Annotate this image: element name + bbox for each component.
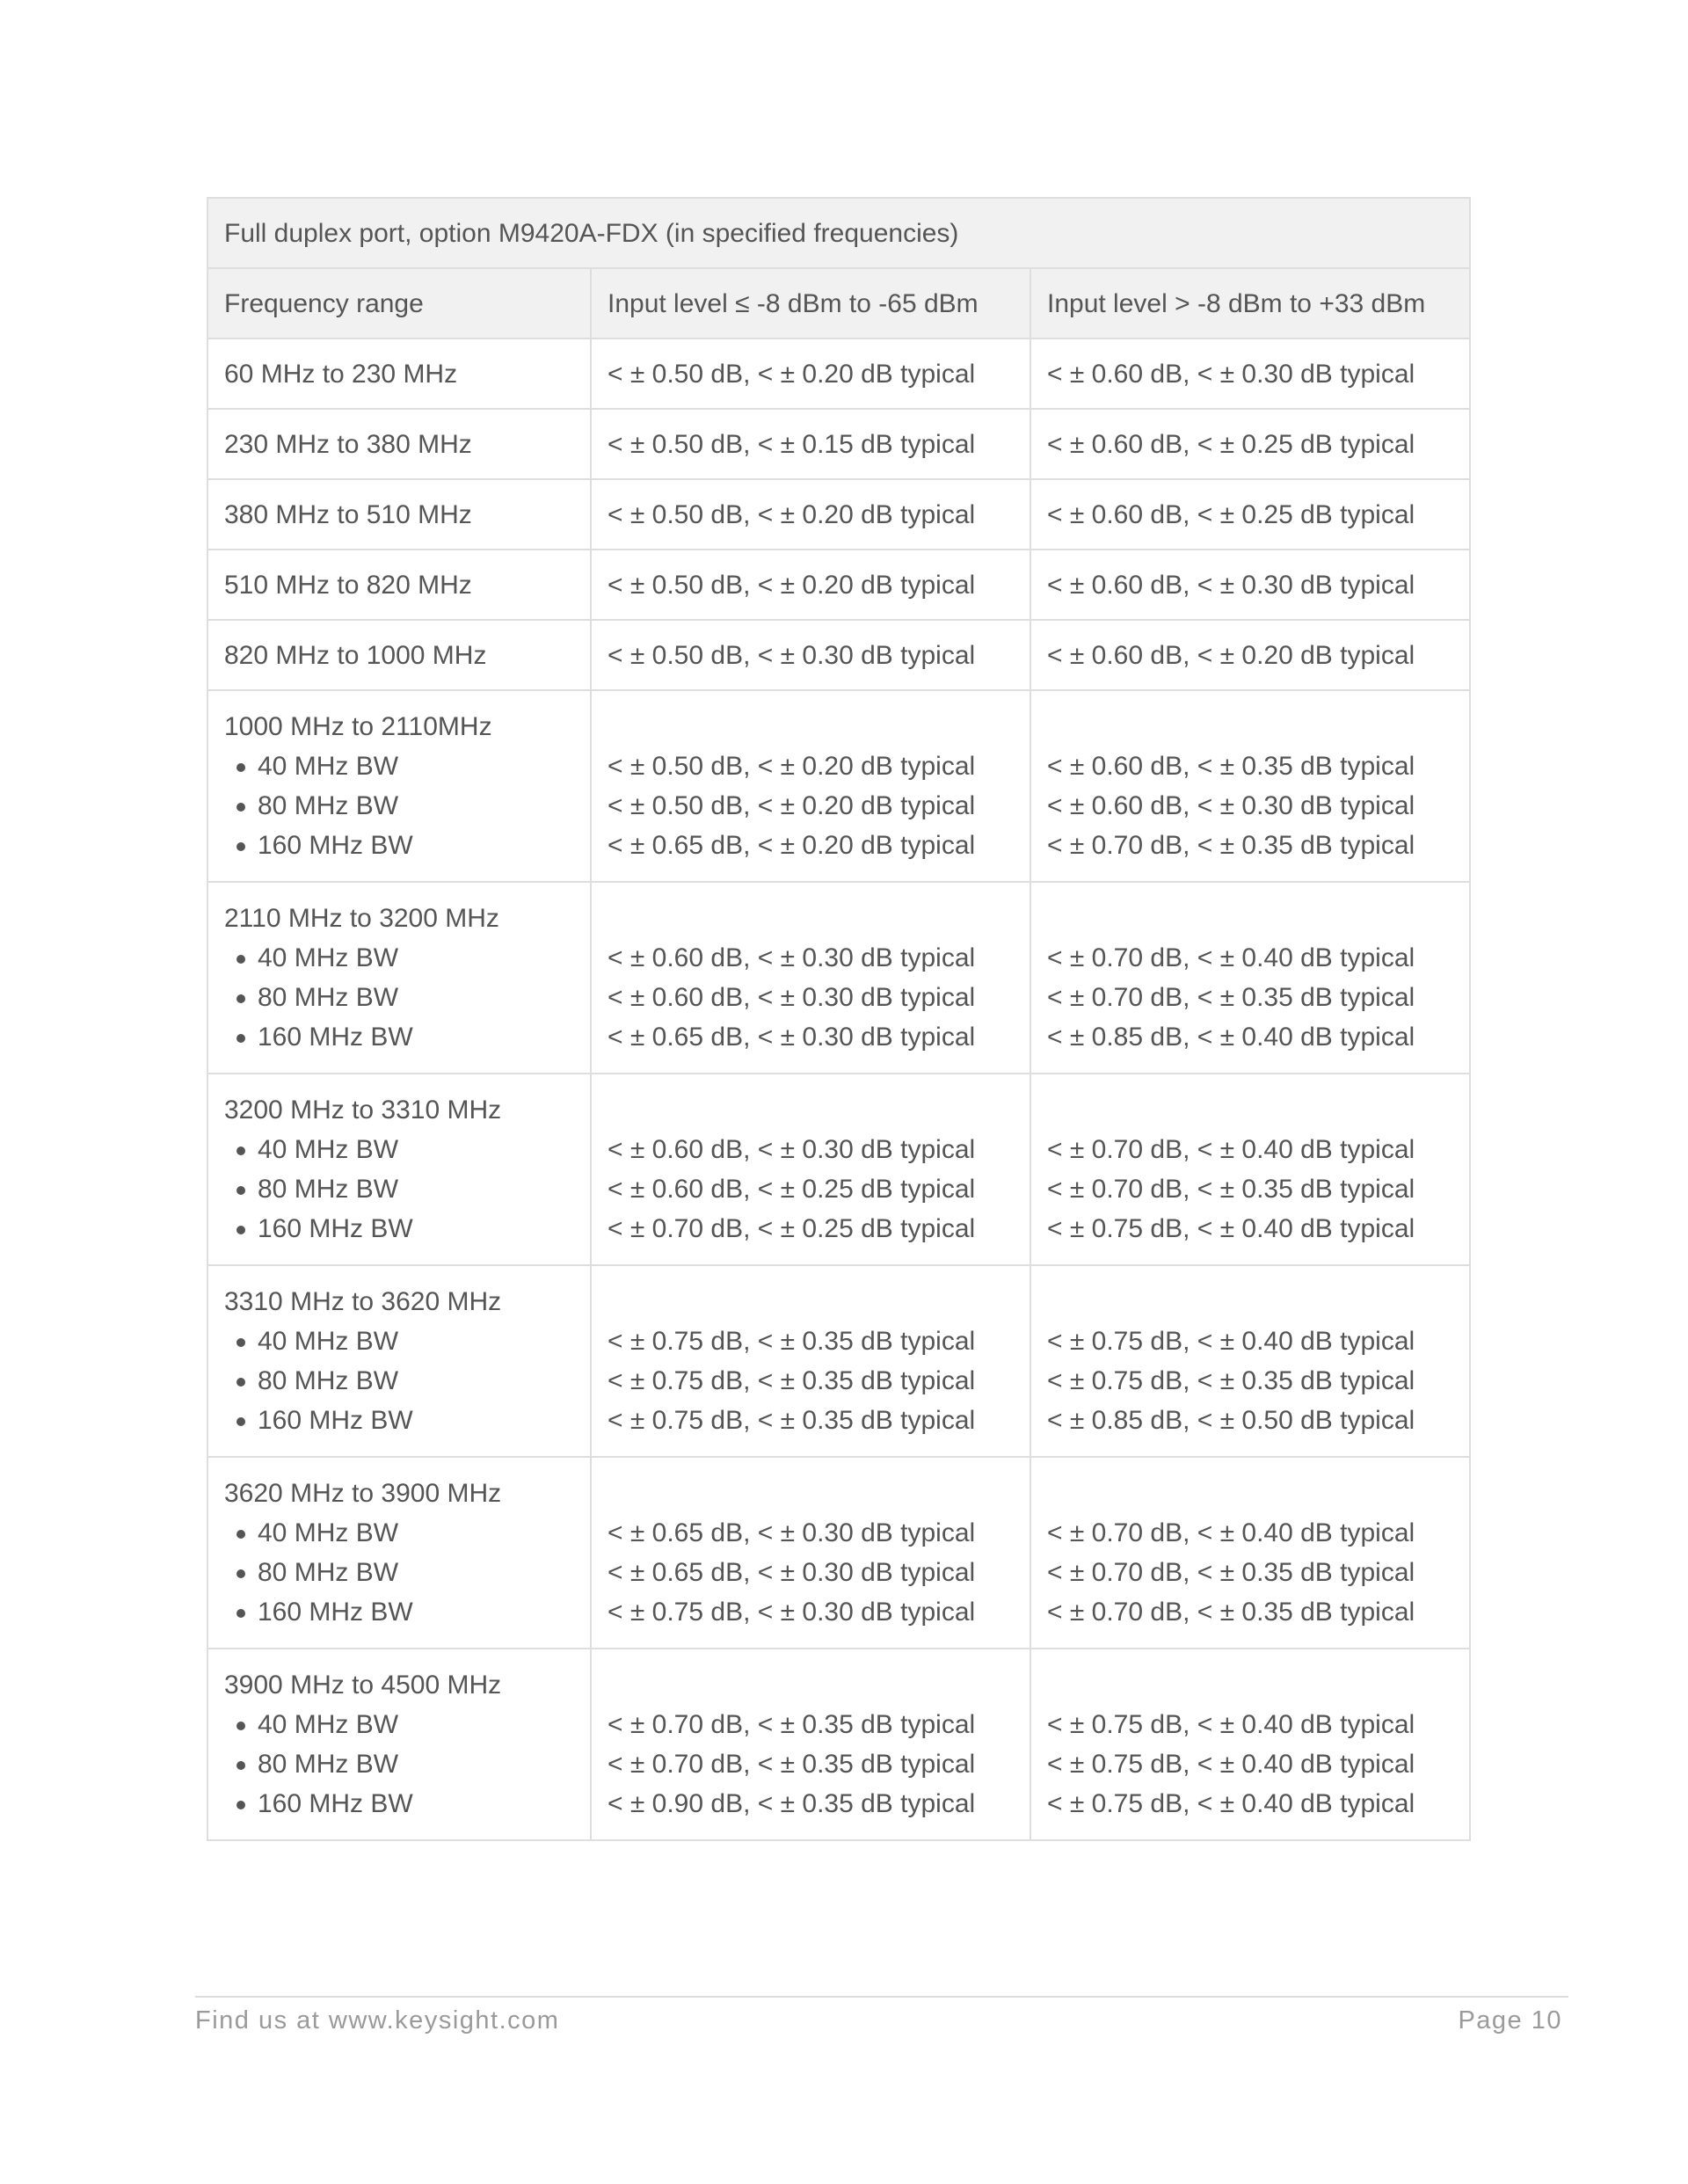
frequency-range-label: 3310 MHz to 3620 MHz xyxy=(224,1287,502,1316)
low-input-accuracy-cell: < ± 0.50 dB, < ± 0.20 dB typical xyxy=(591,550,1030,620)
accuracy-value: < ± 0.85 dB, < ± 0.50 dB typical xyxy=(1047,1406,1415,1435)
bandwidth-item: 80 MHz BW xyxy=(224,1553,574,1592)
accuracy-value: < ± 0.75 dB, < ± 0.40 dB typical xyxy=(1047,1710,1415,1739)
accuracy-value: < ± 0.50 dB, < ± 0.20 dB typical xyxy=(608,752,976,781)
accuracy-value: < ± 0.70 dB, < ± 0.35 dB typical xyxy=(608,1710,976,1739)
accuracy-value: < ± 0.60 dB, < ± 0.30 dB typical xyxy=(608,1135,976,1164)
low-input-accuracy-cell xyxy=(591,882,1030,1074)
accuracy-value: < ± 0.60 dB, < ± 0.35 dB typical xyxy=(1047,752,1415,781)
frequency-range-label: 1000 MHz to 2110MHz xyxy=(224,712,492,741)
bandwidth-item: 80 MHz BW xyxy=(224,1744,574,1784)
bandwidth-list xyxy=(224,746,574,865)
accuracy-value: < ± 0.75 dB, < ± 0.35 dB typical xyxy=(1047,1366,1415,1395)
bandwidth-item: 40 MHz BW xyxy=(224,938,574,978)
accuracy-value: < ± 0.60 dB, < ± 0.30 dB typical xyxy=(1047,791,1415,820)
accuracy-value: < ± 0.75 dB, < ± 0.40 dB typical xyxy=(1047,1214,1415,1243)
low-input-accuracy-cell: < ± 0.50 dB, < ± 0.20 dB typical xyxy=(591,339,1030,409)
bandwidth-item: 160 MHz BW xyxy=(224,1401,574,1440)
bandwidth-item: 80 MHz BW xyxy=(224,786,574,826)
accuracy-value: < ± 0.70 dB, < ± 0.40 dB typical xyxy=(1047,1518,1415,1547)
low-input-accuracy-cell xyxy=(591,1265,1030,1457)
accuracy-value: < ± 0.65 dB, < ± 0.30 dB typical xyxy=(608,1518,976,1547)
high-input-accuracy-cell xyxy=(1030,882,1470,1074)
accuracy-value: < ± 0.60 dB, < ± 0.25 dB typical xyxy=(608,1175,976,1204)
accuracy-value: < ± 0.70 dB, < ± 0.25 dB typical xyxy=(608,1214,976,1243)
table-title: Full duplex port, option M9420A-FDX (in specified frequencies) xyxy=(207,198,1470,268)
table-title-row xyxy=(207,198,1470,268)
table-row xyxy=(207,620,1470,690)
accuracy-value: < ± 0.75 dB, < ± 0.30 dB typical xyxy=(608,1598,976,1627)
frequency-range-cell xyxy=(207,1649,591,1840)
accuracy-value: < ± 0.70 dB, < ± 0.40 dB typical xyxy=(1047,1135,1415,1164)
bandwidth-item: 80 MHz BW xyxy=(224,1169,574,1209)
bandwidth-item: 40 MHz BW xyxy=(224,746,574,786)
frequency-range-cell: 510 MHz to 820 MHz xyxy=(207,550,591,620)
header-input-level-low: Input level ≤ -8 dBm to -65 dBm xyxy=(591,268,1030,339)
footer-website: Find us at www.keysight.com xyxy=(195,2006,560,2035)
bandwidth-item: 40 MHz BW xyxy=(224,1705,574,1744)
accuracy-value: < ± 0.75 dB, < ± 0.40 dB typical xyxy=(1047,1750,1415,1779)
accuracy-value: < ± 0.65 dB, < ± 0.20 dB typical xyxy=(608,831,976,860)
table-row xyxy=(207,339,1470,409)
frequency-range-label: 3200 MHz to 3310 MHz xyxy=(224,1096,502,1125)
low-input-accuracy-cell: < ± 0.50 dB, < ± 0.30 dB typical xyxy=(591,620,1030,690)
accuracy-value: < ± 0.70 dB, < ± 0.35 dB typical xyxy=(1047,1598,1415,1627)
table-row xyxy=(207,1649,1470,1840)
accuracy-value: < ± 0.65 dB, < ± 0.30 dB typical xyxy=(608,1558,976,1587)
high-input-accuracy-cell: < ± 0.60 dB, < ± 0.30 dB typical xyxy=(1030,550,1470,620)
table-row xyxy=(207,479,1470,550)
frequency-range-cell: 380 MHz to 510 MHz xyxy=(207,479,591,550)
low-input-accuracy-cell xyxy=(591,1457,1030,1649)
high-input-accuracy-cell xyxy=(1030,1074,1470,1265)
low-input-accuracy-cell xyxy=(591,690,1030,882)
frequency-range-label: 2110 MHz to 3200 MHz xyxy=(224,904,499,933)
high-input-accuracy-cell: < ± 0.60 dB, < ± 0.30 dB typical xyxy=(1030,339,1470,409)
accuracy-value: < ± 0.75 dB, < ± 0.40 dB typical xyxy=(1047,1789,1415,1818)
table-row xyxy=(207,409,1470,479)
high-input-accuracy-cell: < ± 0.60 dB, < ± 0.20 dB typical xyxy=(1030,620,1470,690)
table-row xyxy=(207,882,1470,1074)
footer-divider xyxy=(195,1996,1568,1998)
frequency-range-cell xyxy=(207,1457,591,1649)
frequency-range-cell xyxy=(207,882,591,1074)
table-row xyxy=(207,550,1470,620)
accuracy-value: < ± 0.75 dB, < ± 0.40 dB typical xyxy=(1047,1327,1415,1356)
bandwidth-item: 40 MHz BW xyxy=(224,1513,574,1553)
accuracy-value: < ± 0.70 dB, < ± 0.35 dB typical xyxy=(1047,1175,1415,1204)
bandwidth-list xyxy=(224,1513,574,1632)
spec-table xyxy=(207,197,1471,1841)
bandwidth-item: 80 MHz BW xyxy=(224,1361,574,1401)
accuracy-value: < ± 0.75 dB, < ± 0.35 dB typical xyxy=(608,1366,976,1395)
bandwidth-item: 40 MHz BW xyxy=(224,1321,574,1361)
table-header-row xyxy=(207,268,1470,339)
header-input-level-high: Input level > -8 dBm to +33 dBm xyxy=(1030,268,1470,339)
accuracy-value: < ± 0.90 dB, < ± 0.35 dB typical xyxy=(608,1789,976,1818)
accuracy-value: < ± 0.70 dB, < ± 0.35 dB typical xyxy=(1047,1558,1415,1587)
low-input-accuracy-cell xyxy=(591,1074,1030,1265)
accuracy-value: < ± 0.60 dB, < ± 0.30 dB typical xyxy=(608,943,976,972)
accuracy-value: < ± 0.50 dB, < ± 0.20 dB typical xyxy=(608,791,976,820)
bandwidth-item: 160 MHz BW xyxy=(224,1592,574,1632)
accuracy-value: < ± 0.70 dB, < ± 0.35 dB typical xyxy=(608,1750,976,1779)
footer-page-number: Page 10 xyxy=(1458,2006,1562,2035)
frequency-range-cell: 230 MHz to 380 MHz xyxy=(207,409,591,479)
accuracy-value: < ± 0.75 dB, < ± 0.35 dB typical xyxy=(608,1406,976,1435)
low-input-accuracy-cell: < ± 0.50 dB, < ± 0.20 dB typical xyxy=(591,479,1030,550)
high-input-accuracy-cell xyxy=(1030,1457,1470,1649)
bandwidth-item: 160 MHz BW xyxy=(224,1017,574,1057)
header-frequency-range: Frequency range xyxy=(207,268,591,339)
frequency-range-cell: 820 MHz to 1000 MHz xyxy=(207,620,591,690)
frequency-range-cell xyxy=(207,690,591,882)
bandwidth-item: 40 MHz BW xyxy=(224,1130,574,1169)
table-row xyxy=(207,1074,1470,1265)
frequency-range-cell: 60 MHz to 230 MHz xyxy=(207,339,591,409)
accuracy-value: < ± 0.70 dB, < ± 0.35 dB typical xyxy=(1047,983,1415,1012)
bandwidth-list xyxy=(224,1321,574,1440)
high-input-accuracy-cell xyxy=(1030,1265,1470,1457)
accuracy-value: < ± 0.70 dB, < ± 0.40 dB typical xyxy=(1047,943,1415,972)
frequency-range-label: 3900 MHz to 4500 MHz xyxy=(224,1671,502,1700)
bandwidth-list xyxy=(224,1130,574,1249)
accuracy-value: < ± 0.65 dB, < ± 0.30 dB typical xyxy=(608,1023,976,1052)
bandwidth-item: 160 MHz BW xyxy=(224,826,574,865)
low-input-accuracy-cell: < ± 0.50 dB, < ± 0.15 dB typical xyxy=(591,409,1030,479)
table-row xyxy=(207,690,1470,882)
accuracy-value: < ± 0.70 dB, < ± 0.35 dB typical xyxy=(1047,831,1415,860)
table-row xyxy=(207,1265,1470,1457)
high-input-accuracy-cell: < ± 0.60 dB, < ± 0.25 dB typical xyxy=(1030,479,1470,550)
accuracy-value: < ± 0.60 dB, < ± 0.30 dB typical xyxy=(608,983,976,1012)
bandwidth-list xyxy=(224,938,574,1057)
frequency-range-label: 3620 MHz to 3900 MHz xyxy=(224,1479,502,1508)
bandwidth-list xyxy=(224,1705,574,1824)
high-input-accuracy-cell xyxy=(1030,690,1470,882)
frequency-range-cell xyxy=(207,1265,591,1457)
table-row xyxy=(207,1457,1470,1649)
low-input-accuracy-cell xyxy=(591,1649,1030,1840)
bandwidth-item: 160 MHz BW xyxy=(224,1209,574,1249)
frequency-range-cell xyxy=(207,1074,591,1265)
accuracy-value: < ± 0.85 dB, < ± 0.40 dB typical xyxy=(1047,1023,1415,1052)
bandwidth-item: 80 MHz BW xyxy=(224,978,574,1017)
bandwidth-item: 160 MHz BW xyxy=(224,1784,574,1824)
high-input-accuracy-cell: < ± 0.60 dB, < ± 0.25 dB typical xyxy=(1030,409,1470,479)
high-input-accuracy-cell xyxy=(1030,1649,1470,1840)
accuracy-value: < ± 0.75 dB, < ± 0.35 dB typical xyxy=(608,1327,976,1356)
